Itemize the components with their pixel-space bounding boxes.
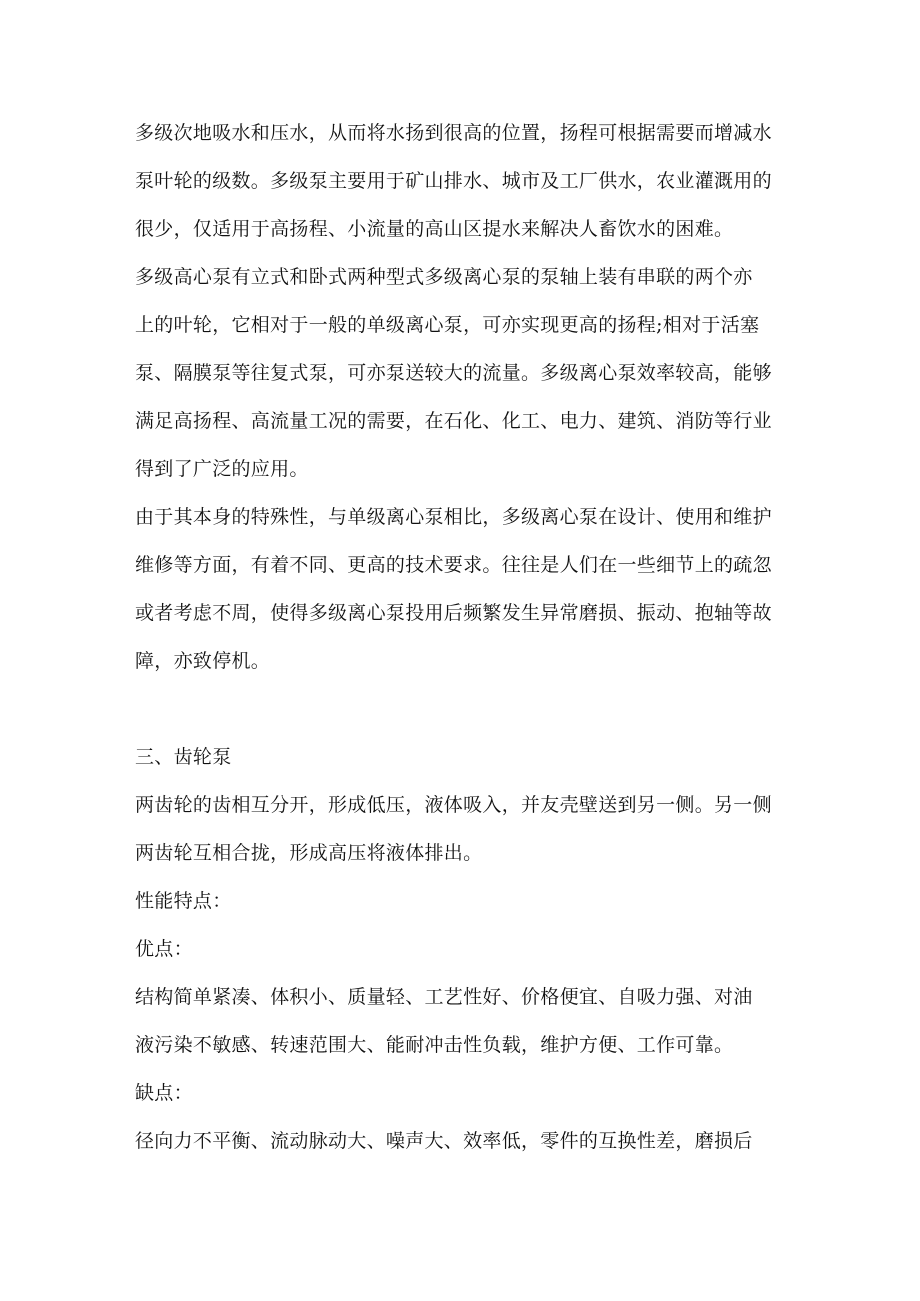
paragraph-4-line-2: 两齿轮互相合拢，形成高压将液体排出。 bbox=[135, 842, 483, 864]
paragraph-2-line-3: 泵、隔膜泵等往复式泵，可亦泵送较大的流量。多级离心泵效率较高，能够 bbox=[135, 362, 772, 384]
paragraph-1-line-2: 泵叶轮的级数。多级泵主要用于矿山排水、城市及工厂供水，农业灌溉用的 bbox=[135, 170, 772, 192]
disadvantages-line-1: 径向力不平衡、流动脉动大、噪声大、效率低，零件的互换性差，磨损后 bbox=[135, 1130, 753, 1152]
paragraph-2-line-1: 多级高心泵有立式和卧式两种型式多级离心泵的泵轴上装有串联的两个亦 bbox=[135, 266, 753, 288]
advantages-label: 优点： bbox=[135, 938, 193, 960]
section-heading: 三、齿轮泵 bbox=[135, 746, 232, 768]
performance-label: 性能特点： bbox=[135, 890, 232, 912]
disadvantages-label: 缺点： bbox=[135, 1082, 193, 1104]
paragraph-3-line-4: 障，亦致停机。 bbox=[135, 650, 271, 672]
paragraph-3-line-2: 维修等方面，有着不同、更高的技术要求。往往是人们在一些细节上的疏忽 bbox=[135, 554, 772, 576]
paragraph-2-line-5: 得到了广泛的应用。 bbox=[135, 458, 309, 480]
paragraph-4-line-1: 两齿轮的齿相互分开，形成低压，液体吸入，并友壳壁送到另一侧。另一侧 bbox=[135, 794, 772, 816]
paragraph-1-line-1: 多级次地吸水和压水，从而将水扬到很高的位置，扬程可根据需要而增减水 bbox=[135, 122, 772, 144]
advantages-line-1: 结构简单紧凑、体积小、质量轻、工艺性好、价格便宜、自吸力强、对油 bbox=[135, 986, 753, 1008]
paragraph-2-line-2: 上的叶轮，它相对于一般的单级离心泵，可亦实现更高的扬程;相对于活塞 bbox=[135, 314, 760, 336]
paragraph-1-line-3: 很少，仅适用于高扬程、小流量的高山区提水来解决人畜饮水的困难。 bbox=[135, 218, 734, 240]
paragraph-2-line-4: 满足高扬程、高流量工况的需要，在石化、化工、电力、建筑、消防等行业 bbox=[135, 410, 772, 432]
advantages-line-2: 液污染不敏感、转速范围大、能耐冲击性负载，维护方便、工作可靠。 bbox=[135, 1034, 734, 1056]
paragraph-3-line-1: 由于其本身的特殊性，与单级离心泵相比，多级离心泵在设计、使用和维护 bbox=[135, 506, 772, 528]
paragraph-3-line-3: 或者考虑不周，使得多级离心泵投用后频繁发生异常磨损、振动、抱轴等故 bbox=[135, 602, 772, 624]
